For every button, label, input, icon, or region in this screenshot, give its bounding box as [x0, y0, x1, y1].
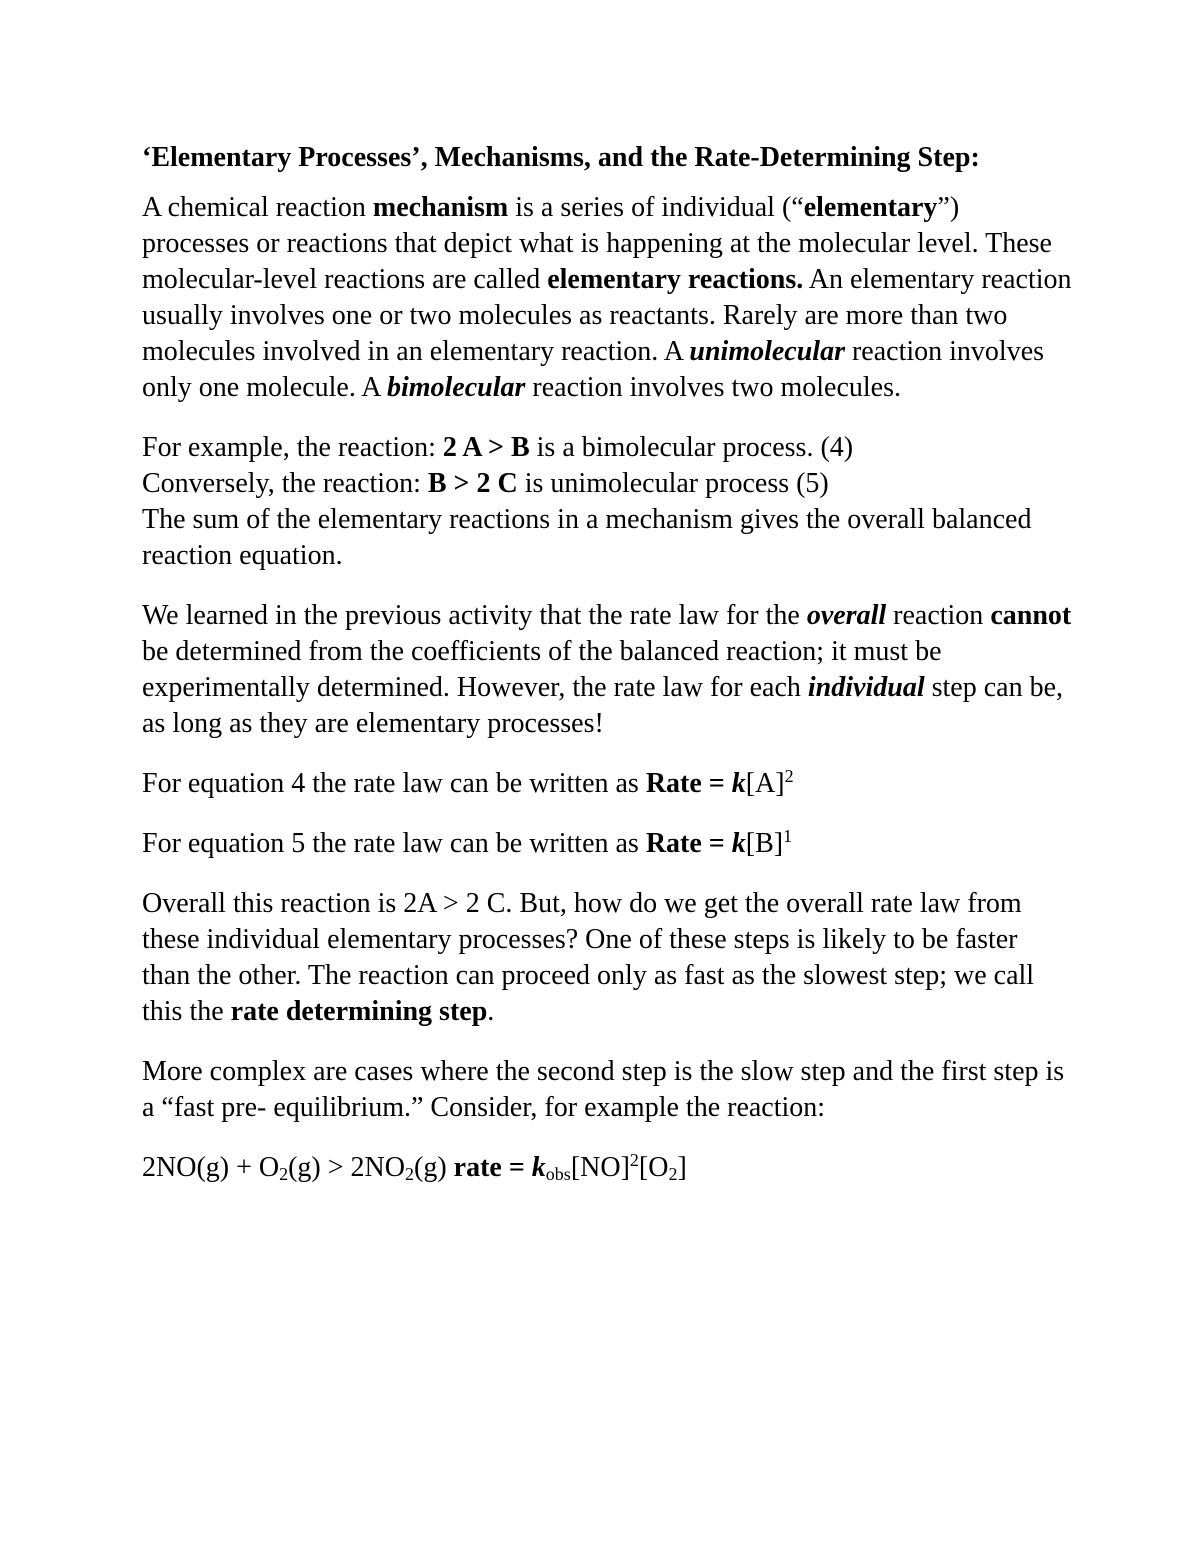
text-run: ] [677, 1152, 687, 1183]
bold-italic-term-overall: overall [806, 600, 887, 631]
concentration-no: [NO] [570, 1152, 630, 1183]
text-run: reaction involves two molecules. [525, 372, 901, 403]
rate-constant: k [731, 768, 746, 799]
equation-4-rate-law [142, 766, 1072, 802]
subscript: 2 [405, 1164, 414, 1184]
rate-constant: k [531, 1152, 546, 1183]
kobs-subscript: obs [545, 1164, 571, 1184]
text-run: For equation 5 the rate law can be written as [142, 828, 646, 859]
text-run: reaction involves only one molecule. A [142, 336, 1045, 403]
text-run: is a bimolecular process. (4) [529, 432, 854, 463]
text-run: A chemical reaction [142, 192, 373, 223]
text-run: (g) [414, 1152, 454, 1183]
exponent: 1 [783, 826, 793, 846]
bold-italic-term-individual: individual [807, 672, 925, 703]
text-run: 2NO(g) + O [142, 1152, 280, 1183]
rate-label: Rate = [645, 768, 732, 799]
text-run: is a series of individual (“ [508, 192, 804, 223]
exponent: 2 [629, 1150, 639, 1170]
text-run: . [487, 996, 495, 1027]
subscript: 2 [279, 1164, 289, 1184]
text-run: Conversely, the reaction: [142, 468, 428, 499]
text-run: For equation 4 the rate law can be written as [142, 768, 646, 799]
bold-term-rate-determining-step: rate determining step [230, 996, 488, 1027]
reaction-equation-no-o2 [142, 1150, 1072, 1192]
equation-5-rate-law [142, 826, 1072, 862]
page-title: ‘Elementary Processes’, Mechanisms, and the Rate-Determining Step: [142, 142, 980, 173]
bold-italic-term-bimolecular: bimolecular [386, 372, 526, 403]
text-run: For example, the reaction: [142, 432, 443, 463]
text-run: is unimolecular process (5) [517, 468, 829, 499]
reaction-b-to-2c: B > 2 C [427, 468, 518, 499]
paragraph-mechanism-definition [142, 190, 1072, 406]
reaction-2a-to-b: 2 A > B [442, 432, 530, 463]
bold-term-cannot: cannot [990, 600, 1072, 631]
text-run: ”) processes or reactions that depict what is happening at the molecular level. These molecular-level reactions are called [142, 192, 1052, 295]
paragraph-pre-equilibrium: More complex are cases where the second step is the slow step and the first step is a “fast pre- equilibrium.” Consider, for example the reaction: [142, 1056, 1065, 1123]
subscript: 2 [668, 1164, 678, 1184]
text-run: be determined from the coefficients of the balanced reaction; it must be experimentally determined. However, the rate law for each [142, 636, 942, 703]
rate-label: rate = [453, 1152, 532, 1183]
document-page [142, 140, 1072, 1192]
text-run: reaction [886, 600, 991, 631]
text-run: We learned in the previous activity that the rate law for the [142, 600, 807, 631]
concentration: [A] [745, 768, 785, 799]
bold-italic-term-unimolecular: unimolecular [689, 336, 845, 367]
paragraph-rate-law-note [142, 598, 1072, 742]
rate-label: Rate = [645, 828, 732, 859]
concentration-o2-open: [O [638, 1152, 669, 1183]
bold-term-mechanism: mechanism [372, 192, 509, 223]
text-run: Overall this reaction is 2A > 2 C. But, how do we get the overall rate law from these individual elementary processes? One of these steps is likely to be faster than the other. The reaction can proceed only as fast as the slowest step; we call this the [142, 888, 1035, 1027]
text-run: The sum of the elementary reactions in a mechanism gives the overall balanced reaction equation. [142, 504, 1032, 571]
bold-term-elementary: elementary [803, 192, 938, 223]
rate-constant: k [731, 828, 746, 859]
text-run: An elementary reaction usually involves one or two molecules as reactants. Rarely are more than two molecules involved in an elementary reaction. A [142, 264, 1072, 367]
bold-term-elementary-reactions: elementary reactions. [547, 264, 804, 295]
paragraph-rate-determining-step [142, 886, 1072, 1030]
exponent: 2 [784, 766, 794, 786]
text-run: (g) > 2NO [288, 1152, 405, 1183]
paragraph-examples [142, 430, 1072, 574]
text-run: step can be, as long as they are elementary processes! [142, 672, 1063, 739]
concentration: [B] [745, 828, 784, 859]
